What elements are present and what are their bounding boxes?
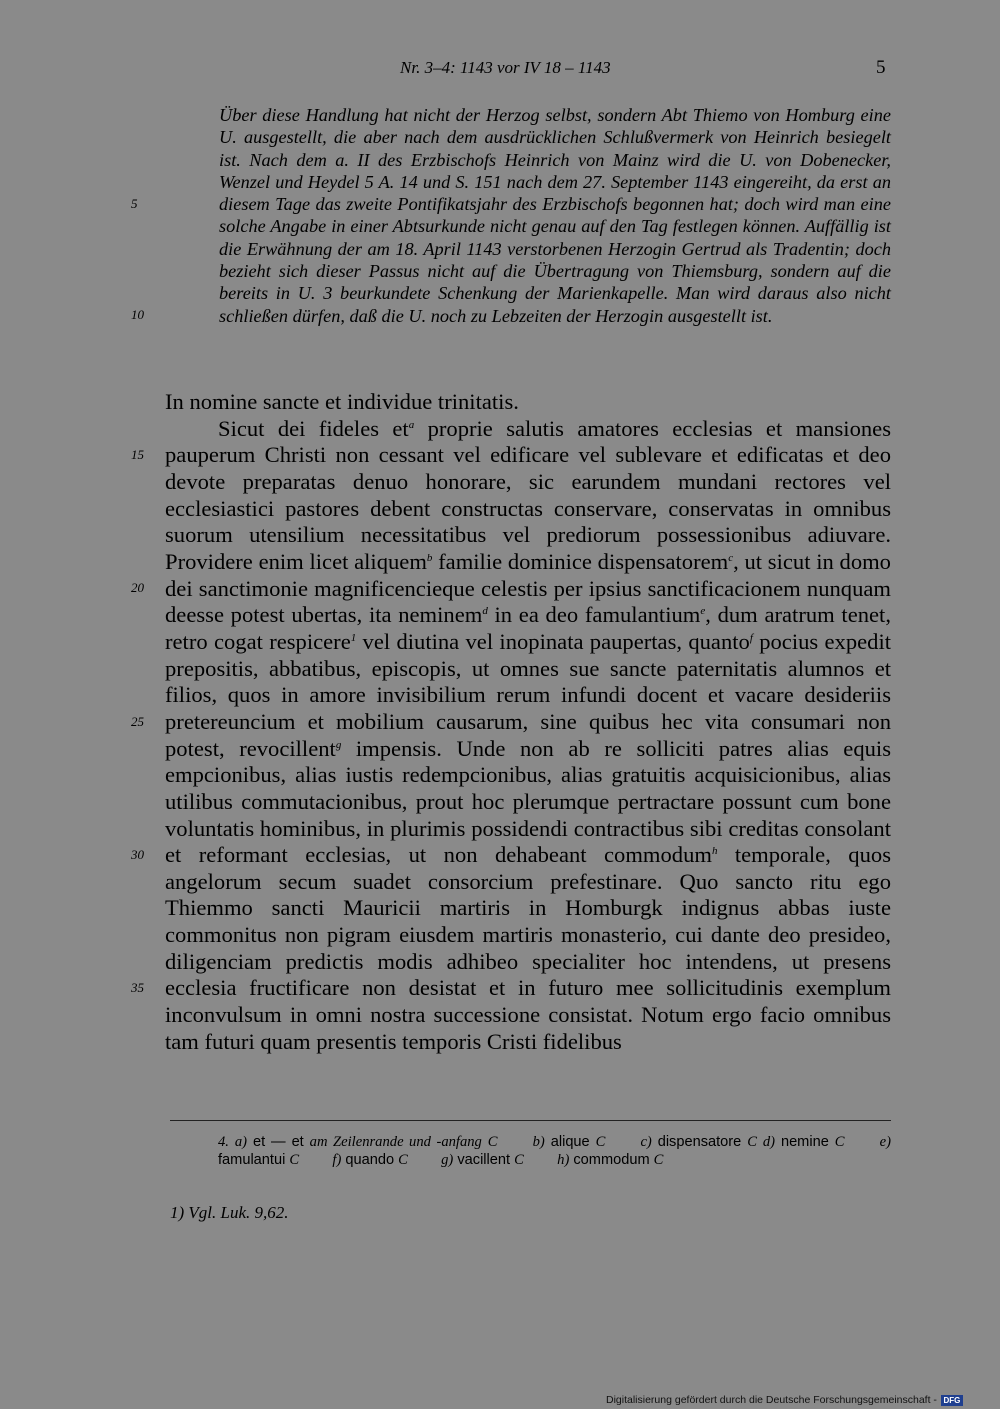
charter-text [165,389,891,1055]
line-number: 20 [131,580,144,595]
footnote-marker: d [482,605,488,618]
charter-segment: proprie salutis amatores ecclesias et mansiones pauperum Christi non cessant vel edificare vel sublevare et edificatas et deo devote preparatas denuo honorare, sic earundem mundani rectores vel ecclesiastici pastores debent constructas conservare, conservatas in omnibus suorum utensilium necessitatibus vel prediorum possessionibus adiuvare. Providere enim licet aliquem [165,415,891,574]
dfg-logo-icon: DFG [941,1395,963,1406]
footnote-marker: b [426,551,433,564]
apparatus-entry: a) et — et am Zeilenrande und -anfang C [234,1134,498,1150]
critical-apparatus [218,1133,891,1169]
apparatus-entry: g) vacillent C [441,1152,524,1168]
footnote-marker: a [408,418,415,431]
digitization-credit [606,1394,963,1406]
apparatus-entry: d) nemine C [762,1134,845,1150]
source-footnote: 1) Vgl. Luk. 9,62. [170,1203,289,1222]
footnote-marker: g [335,738,342,751]
footnote-marker: c [728,551,734,564]
apparatus-lead: 4. [218,1134,229,1150]
line-number: 10 [131,307,144,322]
footnote-marker: h [711,845,718,858]
footnote-marker: e [700,605,706,618]
footnote-marker: 1 [350,631,357,644]
charter-segment: familie dominice dispensatorem [432,548,729,574]
footnote-marker: f [749,631,753,644]
editorial-commentary [219,104,891,327]
charter-segment: temporale, quos angelorum secum suadet consorcium prefestinare. Quo sancto ritu ego Thiemmo sancti Mauricii martiris in Homburgk indignus abbas iuste commonitus non pigram eiusdem martiris monasterio, cui dante deo presideo, diligenciam predictis modis adhibeo specialiter hoc intendens, ut presens ecclesia fructificare non desistat et in futuro mee sollicitudinis exemplum inconvulsum in omni nostra successione consistat. Notum ergo facio omnibus tam futuri quam presentis temporis Cristi fidelibus [165,842,891,1054]
line-number: 35 [131,980,144,995]
charter-segment: in ea deo famulantium [487,602,701,628]
apparatus-entry: f) quando C [332,1152,408,1168]
charter-body [165,416,891,1056]
apparatus-entry: e) famulantui C [218,1134,891,1168]
line-number: 5 [131,196,138,211]
page-number: 5 [876,57,886,78]
apparatus-entry: h) commodum C [557,1152,664,1168]
charter-segment: impensis. Unde non ab re solliciti patres alias equis empcionibus, alias iustis redempcionibus, alias gratuitis acquisicionibus, alias utilibus commutacionibus, prout hoc plerumque pertractare possunt cum bone voluntatis hominibus, in plurimis possidendi contractibus sibi creditas consolant et reformant ecclesias, ut non dehabeant commodum [165,735,892,868]
charter-segment: vel diutina vel inopinata paupertas, quanto [356,628,750,654]
line-number: 25 [131,714,144,729]
running-head: Nr. 3–4: 1143 vor IV 18 – 1143 [400,58,611,77]
line-number: 15 [131,447,144,462]
apparatus-entry: c) dispensatore C [640,1134,757,1150]
charter-segment: , ut sicut in domo dei sanctimonie magnificencieque celestis per ipsius sanctificacionem nunquam deesse potest ubertas, ita neminem [165,548,891,628]
line-number: 30 [131,847,144,862]
apparatus-entry: b) alique C [532,1134,606,1150]
footnote-rule [170,1120,891,1121]
commentary-text: Über diese Handlung hat nicht der Herzog selbst, sondern Abt Thiemo von Homburg eine U. ausgestellt, die aber nach dem ausdrücklichen Schlußvermerk von Heinrich besiegelt ist. Nach dem a. II des Erzbischofs Heinrich von Mainz wird die U. von Dobenecker, Wenzel und Heydel 5 A. 14 und S. 151 nach dem 27. September 1143 eingereiht, da erst an diesem Tage das zweite Pontifikatsjahr des Erzbischofs begonnen hat; doch wird man eine solche Angabe in einer Abtsurkunde nicht genau auf den Tag festlegen können. Auffällig ist die Erwähnung der am 18. April 1143 verstorbenen Herzogin Gertrud als Tradentin; doch bezieht sich dieser Passus nicht auf die Übertragung von Thiemsburg, sondern auf die bereits in U. 3 beurkundete Schenkung der Marienkapelle. Man wird daraus also nicht schließen dürfen, daß die U. noch zu Lebzeiten der Herzogin ausgestellt ist. [219,105,891,326]
credit-text: Digitalisierung gefördert durch die Deutsche Forschungsgemeinschaft - [606,1394,937,1406]
charter-segment: , dum aratrum tenet, retro cogat respicere [165,602,891,654]
invocatio: In nomine sancte et individue trinitatis. [165,389,519,414]
charter-segment: pocius expedit prepositis, abbatibus, episcopis, ut omnes sue sancte paternitatis alumnos et filios, quos in amore invisibilium rerum infundi docent et vacare desideriis pretereuncium et mobilium causarum, sine quibus hec vita consumari non potest, revocillent [165,628,891,761]
charter-segment: Sicut dei fideles et [218,415,409,441]
